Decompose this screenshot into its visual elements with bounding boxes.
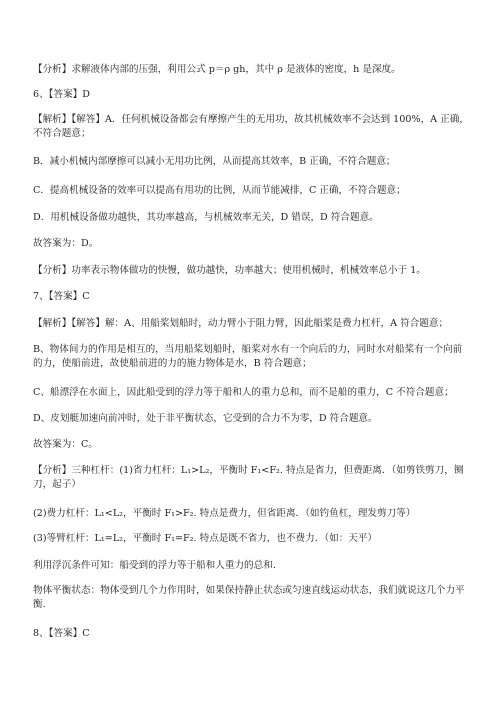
analysis-5-text: 【分析】求解液体内部的压强，利用公式 p＝ρ gh，其中 ρ 是液体的密度，h 是深度。 — [33, 64, 401, 75]
answer-6-conclusion: 故答案为：D。 — [33, 238, 99, 249]
answer-7-heading: 7、【答案】C — [33, 291, 90, 302]
solution-6-c: C．提高机械设备的效率可以提高有用功的比例，从而节能减排，C 正确，不符合题意； — [33, 185, 406, 196]
analysis-7-equal-lever: (3)等臂杠杆：L₁=L₂，平衡时 F₁=F₂. 特点是既不省力，也不费力．（如：天平） — [33, 533, 378, 544]
solution-7-d: D、皮划艇加速向前冲时，处于非平衡状态，它受到的合力不为零，D 符合题意。 — [33, 413, 378, 424]
solution-7-a: 【解析】【解答】解：A、用船桨划船时，动力臂小于阻力臂，因此船桨是费力杠杆，A 符合题意； — [33, 318, 449, 329]
solution-7-b: B、物体间力的作用是相互的，当用船桨划船时，船桨对水有一个向后的力，同时水对船桨有一个向前的力，使船前进，故使船前进的力的施力物体是水，B 符合题意； — [33, 344, 463, 369]
solution-6-a: 【解析】【解答】A．任何机械设备都会有摩擦产生的无用功，故其机械效率不会达到 100%，A 正确，不符合题意； — [33, 114, 469, 139]
answer-7-conclusion: 故答案为：C。 — [33, 439, 98, 450]
analysis-7-buoyancy: 利用浮沉条件可知：船受到的浮力等于船和人重力的总和. — [33, 560, 276, 571]
solution-7-c: C、船漂浮在水面上，因此船受到的浮力等于船和人的重力总和，而不是船的重力，C 不符合题意； — [33, 387, 454, 398]
solution-6-b: B．减小机械内部摩擦可以减小无用功比例，从而提高其效率，B 正确，不符合题意； — [33, 156, 396, 167]
answer-8-heading: 8、【答案】C — [33, 628, 90, 639]
answer-6-heading: 6、【答案】D — [33, 89, 90, 100]
solution-6-d: D．用机械设备做功越快，其功率越高，与机械效率无关，D 错误，D 符合题意。 — [33, 212, 379, 223]
analysis-7-equilibrium: 物体平衡状态：物体受到几个力作用时，如果保持静止状态或匀速直线运动状态，我们就说这几个力平衡. — [33, 585, 465, 610]
analysis-7-levers: 【分析】三种杠杆：(1)省力杠杆：L₁>L₂，平衡时 F₁<F₂. 特点是省力，但费距离．（如剪铁剪刀，铡刀，起子） — [33, 465, 464, 490]
analysis-7-effort-lever: (2)费力杠杆：L₁<L₂，平衡时 F₁>F₂. 特点是费力，但省距离．（如钓鱼杠，理发剪刀等） — [33, 508, 416, 519]
analysis-6-text: 【分析】功率表示物体做功的快慢，做功越快，功率越大；使用机械时，机械效率总小于 1。 — [33, 265, 426, 276]
